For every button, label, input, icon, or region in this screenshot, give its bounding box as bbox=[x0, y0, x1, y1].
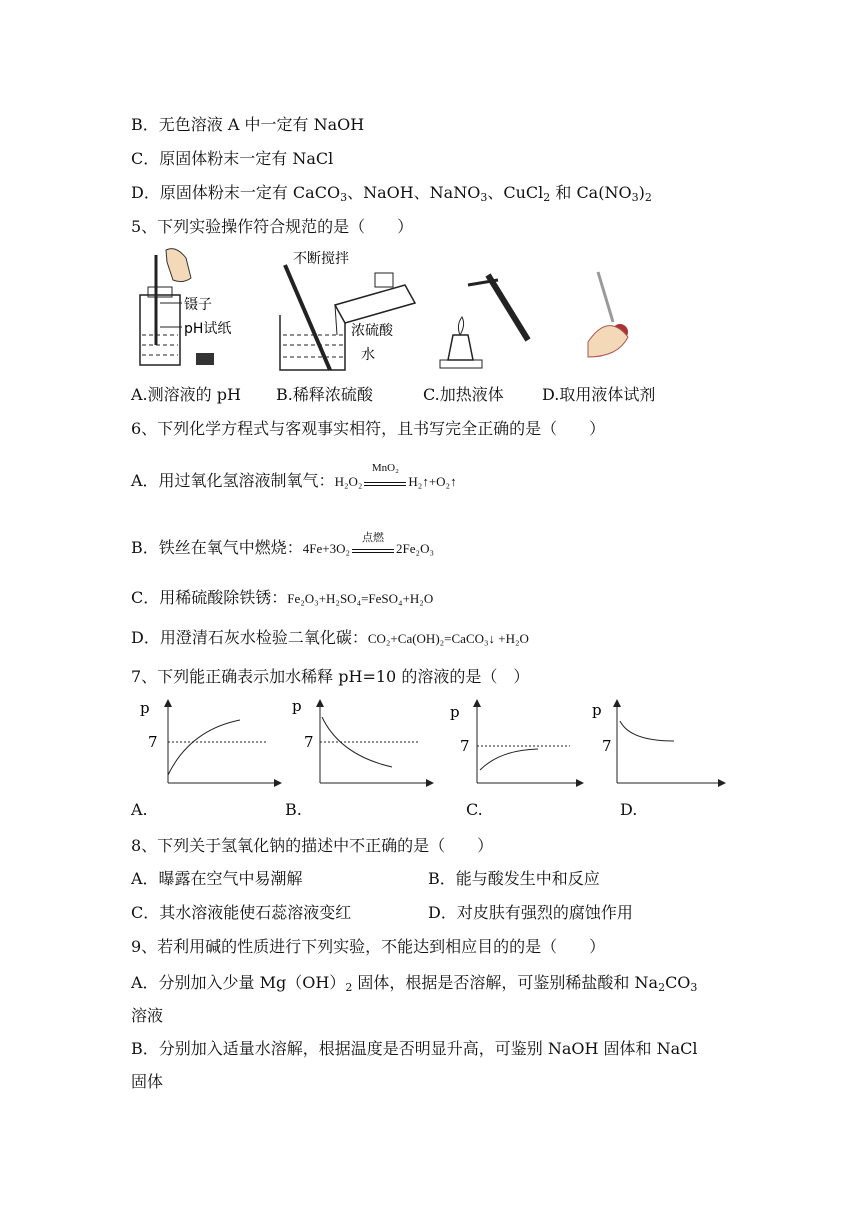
label-ph-paper: pH试纸 bbox=[184, 321, 232, 337]
q4-option-b: B．无色溶液 A 中一定有 NaOH bbox=[131, 115, 365, 134]
q6-option-c: C．用稀硫酸除铁锈：Fe₂O₃+H₂SO₄=FeSO₄+H₂O bbox=[131, 588, 434, 607]
graph-b-axis-label: p bbox=[292, 697, 302, 715]
figure-ph-test bbox=[126, 245, 276, 375]
q6-option-b: B．铁丝在氧气中燃烧：4Fe+3O₂ 点燃 2Fe₂O₃ bbox=[131, 532, 434, 557]
q6-stem: 6、下列化学方程式与客观事实相符，且书写完全正确的是（ ） bbox=[131, 419, 606, 438]
graph-d-axis-label: p bbox=[592, 701, 602, 719]
caption-d: D.取用液体试剂 bbox=[542, 385, 656, 404]
q7-graphs bbox=[130, 695, 750, 795]
figure-dropper bbox=[568, 262, 658, 372]
q4-option-d: D．原固体粉末一定有 CaCO$_3$、NaOH、NaNO$_3$、CuCl$_2$ 和 $Ca(NO_3)_2$ bbox=[131, 183, 652, 204]
q8-option-a: A．曝露在空气中易潮解 bbox=[131, 869, 303, 888]
caption-c: C.加热液体 bbox=[423, 385, 504, 404]
graph-d-caption: D. bbox=[620, 800, 638, 819]
q8-stem: 8、下列关于氢氧化钠的描述中不正确的是（ ） bbox=[131, 836, 494, 855]
graph-a-ref-label: 7 bbox=[148, 733, 158, 751]
label-water: 水 bbox=[361, 347, 375, 363]
q8-option-c: C．其水溶液能使石蕊溶液变红 bbox=[131, 903, 352, 922]
q7-stem: 7、下列能正确表示加水稀释 pH=10 的溶液的是（ ） bbox=[131, 667, 530, 686]
q6-option-a: A．用过氧化氢溶液制氧气：H₂O₂ MnO₂ H₂↑+O₂↑ bbox=[131, 462, 457, 490]
graph-a-axis-label: p bbox=[140, 699, 150, 717]
graph-c-caption: C. bbox=[466, 800, 483, 819]
caption-a: A.测溶液的 pH bbox=[131, 385, 241, 404]
figure-heating-liquid bbox=[428, 265, 538, 375]
graph-b-caption: B. bbox=[285, 800, 302, 819]
graph-a-caption: A. bbox=[131, 800, 148, 819]
graph-c-ref-label: 7 bbox=[460, 737, 470, 755]
graph-d-ref-label: 7 bbox=[602, 737, 612, 755]
q4-option-c: C．原固体粉末一定有 NaCl bbox=[131, 149, 334, 168]
label-tweezers: 镊子 bbox=[184, 297, 212, 313]
graph-b-ref-label: 7 bbox=[304, 733, 314, 751]
label-acid: 浓硫酸 bbox=[351, 323, 393, 339]
caption-b: B.稀释浓硫酸 bbox=[276, 385, 373, 404]
q5-stem: 5、下列实验操作符合规范的是（ ） bbox=[131, 217, 414, 236]
figure-dilute-acid bbox=[275, 245, 435, 375]
graph-c-axis-label: p bbox=[450, 703, 460, 721]
q9-stem: 9、若利用碱的性质进行下列实验，不能达到相应目的的是（ ） bbox=[131, 937, 606, 956]
q6-option-d: D．用澄清石灰水检验二氧化碳：CO₂+Ca(OH)₂=CaCO₃↓ +H₂O bbox=[131, 628, 529, 647]
q9-option-a-line1: A．分别加入少量 $Mg(OH)_2$ 固体，根据是否溶解，可鉴别稀盐酸和 $Na_2CO_3$ bbox=[131, 973, 698, 994]
q8-option-d: D．对皮肤有强烈的腐蚀作用 bbox=[428, 903, 633, 922]
label-stir: 不断搅拌 bbox=[293, 251, 349, 267]
q9-option-a-line2: 溶液 bbox=[131, 1006, 164, 1025]
q9-option-b-line1: B．分别加入适量水溶解，根据温度是否明显升高，可鉴别 NaOH 固体和 NaCl bbox=[131, 1039, 698, 1058]
q8-option-b: B．能与酸发生中和反应 bbox=[428, 869, 600, 888]
q9-option-b-line2: 固体 bbox=[131, 1072, 164, 1091]
